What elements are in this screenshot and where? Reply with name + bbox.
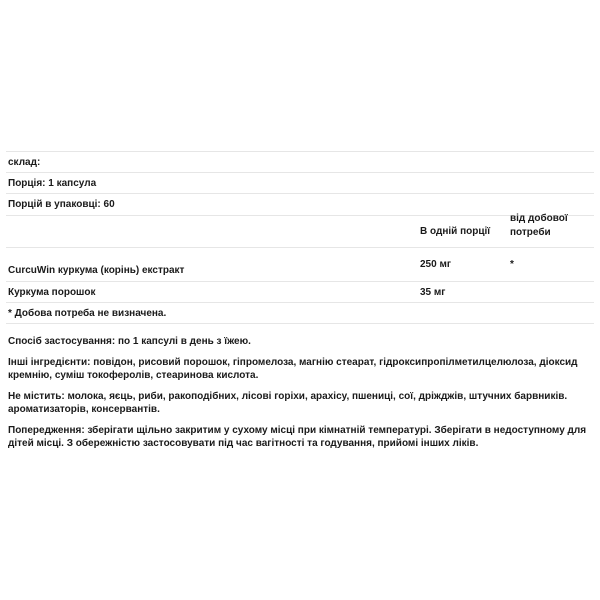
composition-title: склад: [6, 152, 594, 173]
header-amount: В одній порції [418, 216, 508, 248]
ingredient-amount: 250 мг [418, 248, 508, 282]
servings-per-container-row [6, 194, 594, 216]
ingredient-daily-value: * [508, 248, 594, 282]
footnote: * Добова потреба не визначена. [6, 303, 594, 324]
header-daily-value: від добової потреби [510, 212, 568, 238]
header-daily-value-cell [508, 212, 594, 248]
free-from: Не містить: молока, яєць, риби, ракоподібних, лісові горіхи, арахісу, пшениці, сої, дріжджів, штучних барвників. ароматизаторів, консервантів. [8, 391, 568, 415]
warning: Попередження: зберігати щільно закритим у сухому місці при кімнатній температурі. Зберігати в недоступному для дітей місці. З обережністю застосовувати під час вагітності та годування, прийомі інших ліків. [8, 425, 587, 449]
table-row [6, 248, 594, 282]
ingredient-name: Куркума порошок [6, 282, 418, 303]
product-notes [8, 335, 594, 450]
serving-size: Порція: 1 капсула [6, 173, 594, 194]
ingredient-daily-value [508, 282, 594, 303]
other-ingredients: Інші інгредієнти: повідон, рисовий порошок, гіпромелоза, магнію стеарат, гідроксипропілметилцелюлоза, діоксид кремнію, суміш токоферолів, стеаринова кислота. [8, 357, 578, 381]
serving-size-row [6, 173, 594, 194]
ingredient-name: CurcuWin куркума (корінь) екстракт [6, 248, 418, 282]
composition-title-row [6, 152, 594, 173]
ingredient-amount: 35 мг [418, 282, 508, 303]
header-empty-cell [6, 216, 418, 248]
footnote-row [6, 303, 594, 324]
composition-table-wrapper [6, 151, 594, 324]
table-header-row [6, 216, 594, 248]
servings-per-container: Порцій в упаковці: 60 [6, 194, 594, 216]
composition-table [6, 151, 594, 324]
usage-instructions: Спосіб застосування: по 1 капсулі в день з їжею. [8, 336, 251, 347]
table-row [6, 282, 594, 303]
